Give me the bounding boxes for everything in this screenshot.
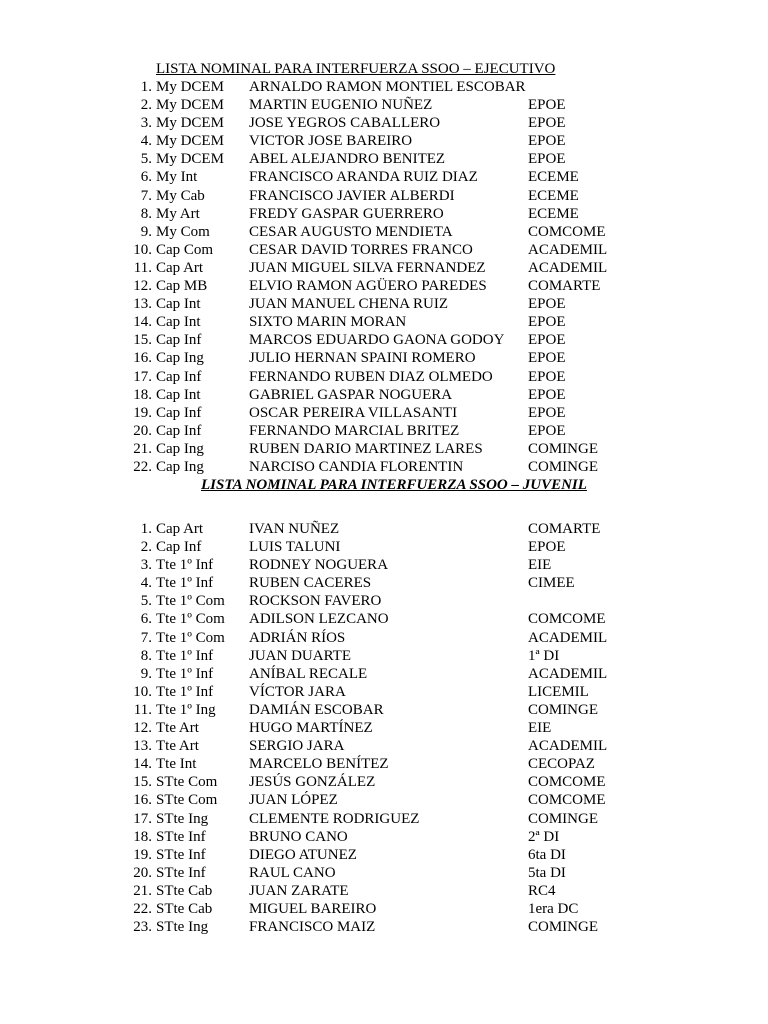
row-name: ELVIO RAMON AGÜERO PAREDES (249, 278, 487, 295)
row-name: RUBEN CACERES (249, 575, 372, 592)
row-unit: LICEMIL (528, 683, 589, 700)
row-rank: STte Ing (156, 919, 209, 936)
row-name: MARCELO BENÍTEZ (249, 756, 389, 773)
row-unit: CIMEE (528, 575, 575, 592)
list-row (0, 241, 768, 259)
row-rank: Tte 1º Inf (156, 683, 214, 700)
row-name: ROCKSON FAVERO (249, 593, 382, 610)
row-name: JUAN MIGUEL SILVA FERNANDEZ (249, 259, 486, 276)
row-number: 12. (133, 720, 152, 737)
row-name: SIXTO MARIN MORAN (249, 314, 407, 331)
row-name: ANÍBAL RECALE (249, 665, 368, 682)
row-rank: Tte Art (156, 720, 199, 737)
row-name: HUGO MARTÍNEZ (249, 720, 373, 737)
row-name: JOSE YEGROS CABALLERO (249, 115, 441, 132)
row-number: 5. (140, 593, 152, 610)
row-rank: STte Cab (156, 882, 213, 899)
row-rank: Cap Com (156, 241, 214, 258)
row-unit: EPOE (528, 422, 566, 439)
row-rank: Tte Int (156, 756, 197, 773)
row-rank: STte Com (156, 792, 218, 809)
row-name: MIGUEL BAREIRO (249, 900, 377, 917)
row-unit: ECEME (528, 187, 579, 204)
row-unit: EPOE (528, 368, 566, 385)
row-number: 9. (140, 223, 152, 240)
row-number: 7. (140, 629, 152, 646)
row-name: DAMIÁN ESCOBAR (249, 701, 384, 718)
row-unit: ECEME (528, 205, 579, 222)
row-number: 17. (133, 810, 152, 827)
row-unit: COMCOME (528, 611, 606, 628)
row-rank: Tte 1º Inf (156, 647, 214, 664)
row-number: 10. (133, 683, 152, 700)
row-rank: Cap Inf (156, 404, 202, 421)
list-row (0, 610, 768, 628)
row-name: VÍCTOR JARA (249, 683, 346, 700)
list-row (0, 574, 768, 592)
row-name: JUAN MANUEL CHENA RUIZ (249, 296, 449, 313)
list-row (0, 205, 768, 223)
row-number: 1. (140, 79, 152, 95)
row-rank: My Com (156, 223, 210, 240)
row-unit: 2ª DI (528, 828, 560, 845)
row-unit: 1ª DI (528, 647, 560, 664)
row-rank: My DCEM (156, 79, 224, 95)
row-number: 6. (140, 611, 152, 628)
row-number: 21. (133, 440, 152, 457)
row-number: 12. (133, 278, 152, 295)
list-row (0, 368, 768, 386)
row-number: 7. (140, 187, 152, 204)
row-number: 8. (140, 205, 152, 222)
row-rank: My Int (156, 169, 198, 186)
row-number: 1. (140, 521, 152, 537)
list-row (0, 404, 768, 422)
row-name: FERNANDO RUBEN DIAZ OLMEDO (249, 368, 493, 385)
row-number: 20. (133, 422, 152, 439)
row-rank: My DCEM (156, 115, 224, 132)
row-rank: STte Cab (156, 900, 213, 917)
row-unit: EPOE (528, 133, 566, 150)
row-number: 13. (133, 738, 152, 755)
row-rank: Tte 1º Com (156, 611, 225, 628)
list-row (0, 647, 768, 665)
row-name: ADILSON LEZCANO (249, 611, 389, 628)
row-rank: STte Com (156, 774, 218, 791)
list-row (0, 683, 768, 701)
row-number: 23. (133, 919, 152, 936)
row-name: MARCOS EDUARDO GAONA GODOY (249, 332, 505, 349)
list-row (0, 168, 768, 186)
list-row (0, 810, 768, 828)
row-rank: STte Ing (156, 810, 209, 827)
row-name: RUBEN DARIO MARTINEZ LARES (249, 440, 483, 457)
row-number: 6. (140, 169, 152, 186)
row-unit: ECEME (528, 169, 579, 186)
row-rank: Tte 1º Inf (156, 665, 214, 682)
list-row (0, 114, 768, 132)
row-unit: ACADEMIL (528, 665, 608, 682)
row-unit: EIE (528, 557, 552, 574)
row-rank: Cap Inf (156, 332, 202, 349)
row-number: 3. (140, 557, 152, 574)
row-unit: EPOE (528, 404, 566, 421)
list-row (0, 223, 768, 241)
list-row (0, 629, 768, 647)
row-number: 19. (133, 404, 152, 421)
row-rank: Cap Inf (156, 368, 202, 385)
row-unit: EPOE (528, 151, 566, 168)
list-row (0, 386, 768, 404)
list-row (0, 701, 768, 719)
row-name: ADRIÁN RÍOS (249, 629, 346, 646)
row-number: 11. (133, 259, 152, 276)
list-row (0, 538, 768, 556)
list-row (0, 96, 768, 114)
row-unit: COMCOME (528, 774, 606, 791)
row-rank: My DCEM (156, 97, 224, 114)
row-name: JUAN DUARTE (249, 647, 352, 664)
row-rank: Cap Ing (156, 458, 204, 475)
row-number: 16. (133, 792, 152, 809)
list-row (0, 846, 768, 864)
row-unit: COMARTE (528, 521, 601, 537)
list-row (0, 773, 768, 791)
list-row (0, 440, 768, 458)
row-name: GABRIEL GASPAR NOGUERA (249, 386, 453, 403)
row-number: 15. (133, 332, 152, 349)
row-name: SERGIO JARA (249, 738, 345, 755)
row-unit: COMINGE (528, 919, 598, 936)
list-row (0, 791, 768, 809)
row-name: JULIO HERNAN SPAINI ROMERO (249, 350, 476, 367)
row-number: 4. (140, 133, 152, 150)
row-rank: Tte 1º Ing (156, 701, 216, 718)
row-number: 8. (140, 647, 152, 664)
row-number: 2. (140, 97, 152, 114)
list-row (0, 422, 768, 440)
row-number: 22. (133, 900, 152, 917)
row-number: 19. (133, 846, 152, 863)
row-rank: Cap Int (156, 314, 201, 331)
row-number: 18. (133, 386, 152, 403)
list-row (0, 520, 768, 538)
list-row (0, 259, 768, 277)
list-row (0, 882, 768, 900)
row-number: 20. (133, 864, 152, 881)
row-rank: Cap Int (156, 296, 201, 313)
row-number: 14. (133, 756, 152, 773)
list-row (0, 349, 768, 367)
section-title-juvenil: LISTA NOMINAL PARA INTERFUERZA SSOO – JUVENIL (201, 477, 587, 493)
row-rank: Cap Int (156, 386, 201, 403)
row-name: FRANCISCO ARANDA RUIZ DIAZ (249, 169, 478, 186)
list-row (0, 900, 768, 918)
list-row (0, 828, 768, 846)
row-unit: EPOE (528, 539, 566, 556)
row-rank: STte Inf (156, 864, 206, 881)
row-rank: Cap Inf (156, 539, 202, 556)
row-unit: EPOE (528, 97, 566, 114)
list-row (0, 592, 768, 610)
row-unit: COMCOME (528, 792, 606, 809)
row-number: 17. (133, 368, 152, 385)
row-rank: Cap Art (156, 521, 204, 537)
list-row (0, 755, 768, 773)
list-row (0, 864, 768, 882)
row-unit: COMARTE (528, 278, 601, 295)
row-name: CESAR DAVID TORRES FRANCO (249, 241, 473, 258)
row-name: VICTOR JOSE BAREIRO (249, 133, 413, 150)
row-name: MARTIN EUGENIO NUÑEZ (249, 97, 433, 114)
row-unit: EIE (528, 720, 552, 737)
list-row (0, 665, 768, 683)
list-row (0, 737, 768, 755)
row-unit: COMINGE (528, 458, 598, 475)
list-row (0, 556, 768, 574)
row-unit: ACADEMIL (528, 241, 608, 258)
list-row (0, 78, 768, 96)
row-unit: COMCOME (528, 223, 606, 240)
list-row (0, 132, 768, 150)
row-number: 16. (133, 350, 152, 367)
row-rank: Cap Ing (156, 440, 204, 457)
row-unit: COMINGE (528, 810, 598, 827)
row-rank: Tte 1º Inf (156, 557, 214, 574)
row-number: 10. (133, 241, 152, 258)
row-unit: EPOE (528, 314, 566, 331)
list-juvenil (0, 520, 768, 936)
list-ejecutivo (0, 78, 768, 476)
list-row (0, 187, 768, 205)
row-name: CLEMENTE RODRIGUEZ (249, 810, 420, 827)
row-name: ABEL ALEJANDRO BENITEZ (249, 151, 446, 168)
row-rank: STte Inf (156, 846, 206, 863)
row-rank: My DCEM (156, 151, 224, 168)
row-number: 22. (133, 458, 152, 475)
list-row (0, 719, 768, 737)
list-row (0, 313, 768, 331)
row-unit: EPOE (528, 332, 566, 349)
row-unit: 6ta DI (528, 846, 566, 863)
row-number: 4. (140, 575, 152, 592)
row-unit: EPOE (528, 296, 566, 313)
row-name: DIEGO ATUNEZ (249, 846, 357, 863)
row-rank: STte Inf (156, 828, 206, 845)
row-name: FRANCISCO JAVIER ALBERDI (249, 187, 455, 204)
row-unit: EPOE (528, 386, 566, 403)
row-name: RAUL CANO (249, 864, 336, 881)
row-number: 14. (133, 314, 152, 331)
row-unit: COMINGE (528, 440, 598, 457)
row-number: 15. (133, 774, 152, 791)
row-number: 5. (140, 151, 152, 168)
row-unit: ACADEMIL (528, 738, 608, 755)
row-number: 9. (140, 665, 152, 682)
row-unit: RC4 (528, 882, 556, 899)
row-name: JESÚS GONZÁLEZ (249, 774, 376, 791)
row-rank: Tte 1º Com (156, 629, 225, 646)
row-unit: ACADEMIL (528, 259, 608, 276)
row-unit: EPOE (528, 350, 566, 367)
list-row (0, 918, 768, 936)
list-row (0, 295, 768, 313)
row-unit: 5ta DI (528, 864, 566, 881)
row-unit: COMINGE (528, 701, 598, 718)
row-name: BRUNO CANO (249, 828, 348, 845)
row-unit: ACADEMIL (528, 629, 608, 646)
row-name: JUAN ZARATE (249, 882, 349, 899)
list-row (0, 331, 768, 349)
row-name: FREDY GASPAR GUERRERO (249, 205, 444, 222)
row-name: RODNEY NOGUERA (249, 557, 389, 574)
row-rank: Tte 1º Com (156, 593, 225, 610)
row-name: FRANCISCO MAIZ (249, 919, 376, 936)
row-name: ARNALDO RAMON MONTIEL ESCOBAR (249, 79, 526, 95)
row-number: 18. (133, 828, 152, 845)
row-unit: EPOE (528, 115, 566, 132)
row-name: IVAN NUÑEZ (249, 521, 340, 537)
row-name: NARCISO CANDIA FLORENTIN (249, 458, 464, 475)
row-number: 11. (133, 701, 152, 718)
row-rank: My Cab (156, 187, 205, 204)
row-rank: Cap Inf (156, 422, 202, 439)
row-rank: Tte Art (156, 738, 199, 755)
row-number: 3. (140, 115, 152, 132)
row-name: CESAR AUGUSTO MENDIETA (249, 223, 453, 240)
row-rank: Cap Art (156, 259, 204, 276)
row-name: FERNANDO MARCIAL BRITEZ (249, 422, 460, 439)
list-row (0, 150, 768, 168)
row-name: JUAN LÓPEZ (249, 792, 338, 809)
row-number: 2. (140, 539, 152, 556)
row-rank: Cap MB (156, 278, 208, 295)
row-name: OSCAR PEREIRA VILLASANTI (249, 404, 458, 421)
row-rank: My Art (156, 205, 200, 222)
row-rank: Cap Ing (156, 350, 204, 367)
row-number: 21. (133, 882, 152, 899)
row-number: 13. (133, 296, 152, 313)
row-unit: 1era DC (528, 900, 579, 917)
row-rank: My DCEM (156, 133, 224, 150)
row-name: LUIS TALUNI (249, 539, 341, 556)
row-unit: CECOPAZ (528, 756, 595, 773)
list-row (0, 277, 768, 295)
section-title-ejecutivo: LISTA NOMINAL PARA INTERFUERZA SSOO – EJECUTIVO (156, 61, 556, 77)
list-row (0, 458, 768, 476)
row-rank: Tte 1º Inf (156, 575, 214, 592)
